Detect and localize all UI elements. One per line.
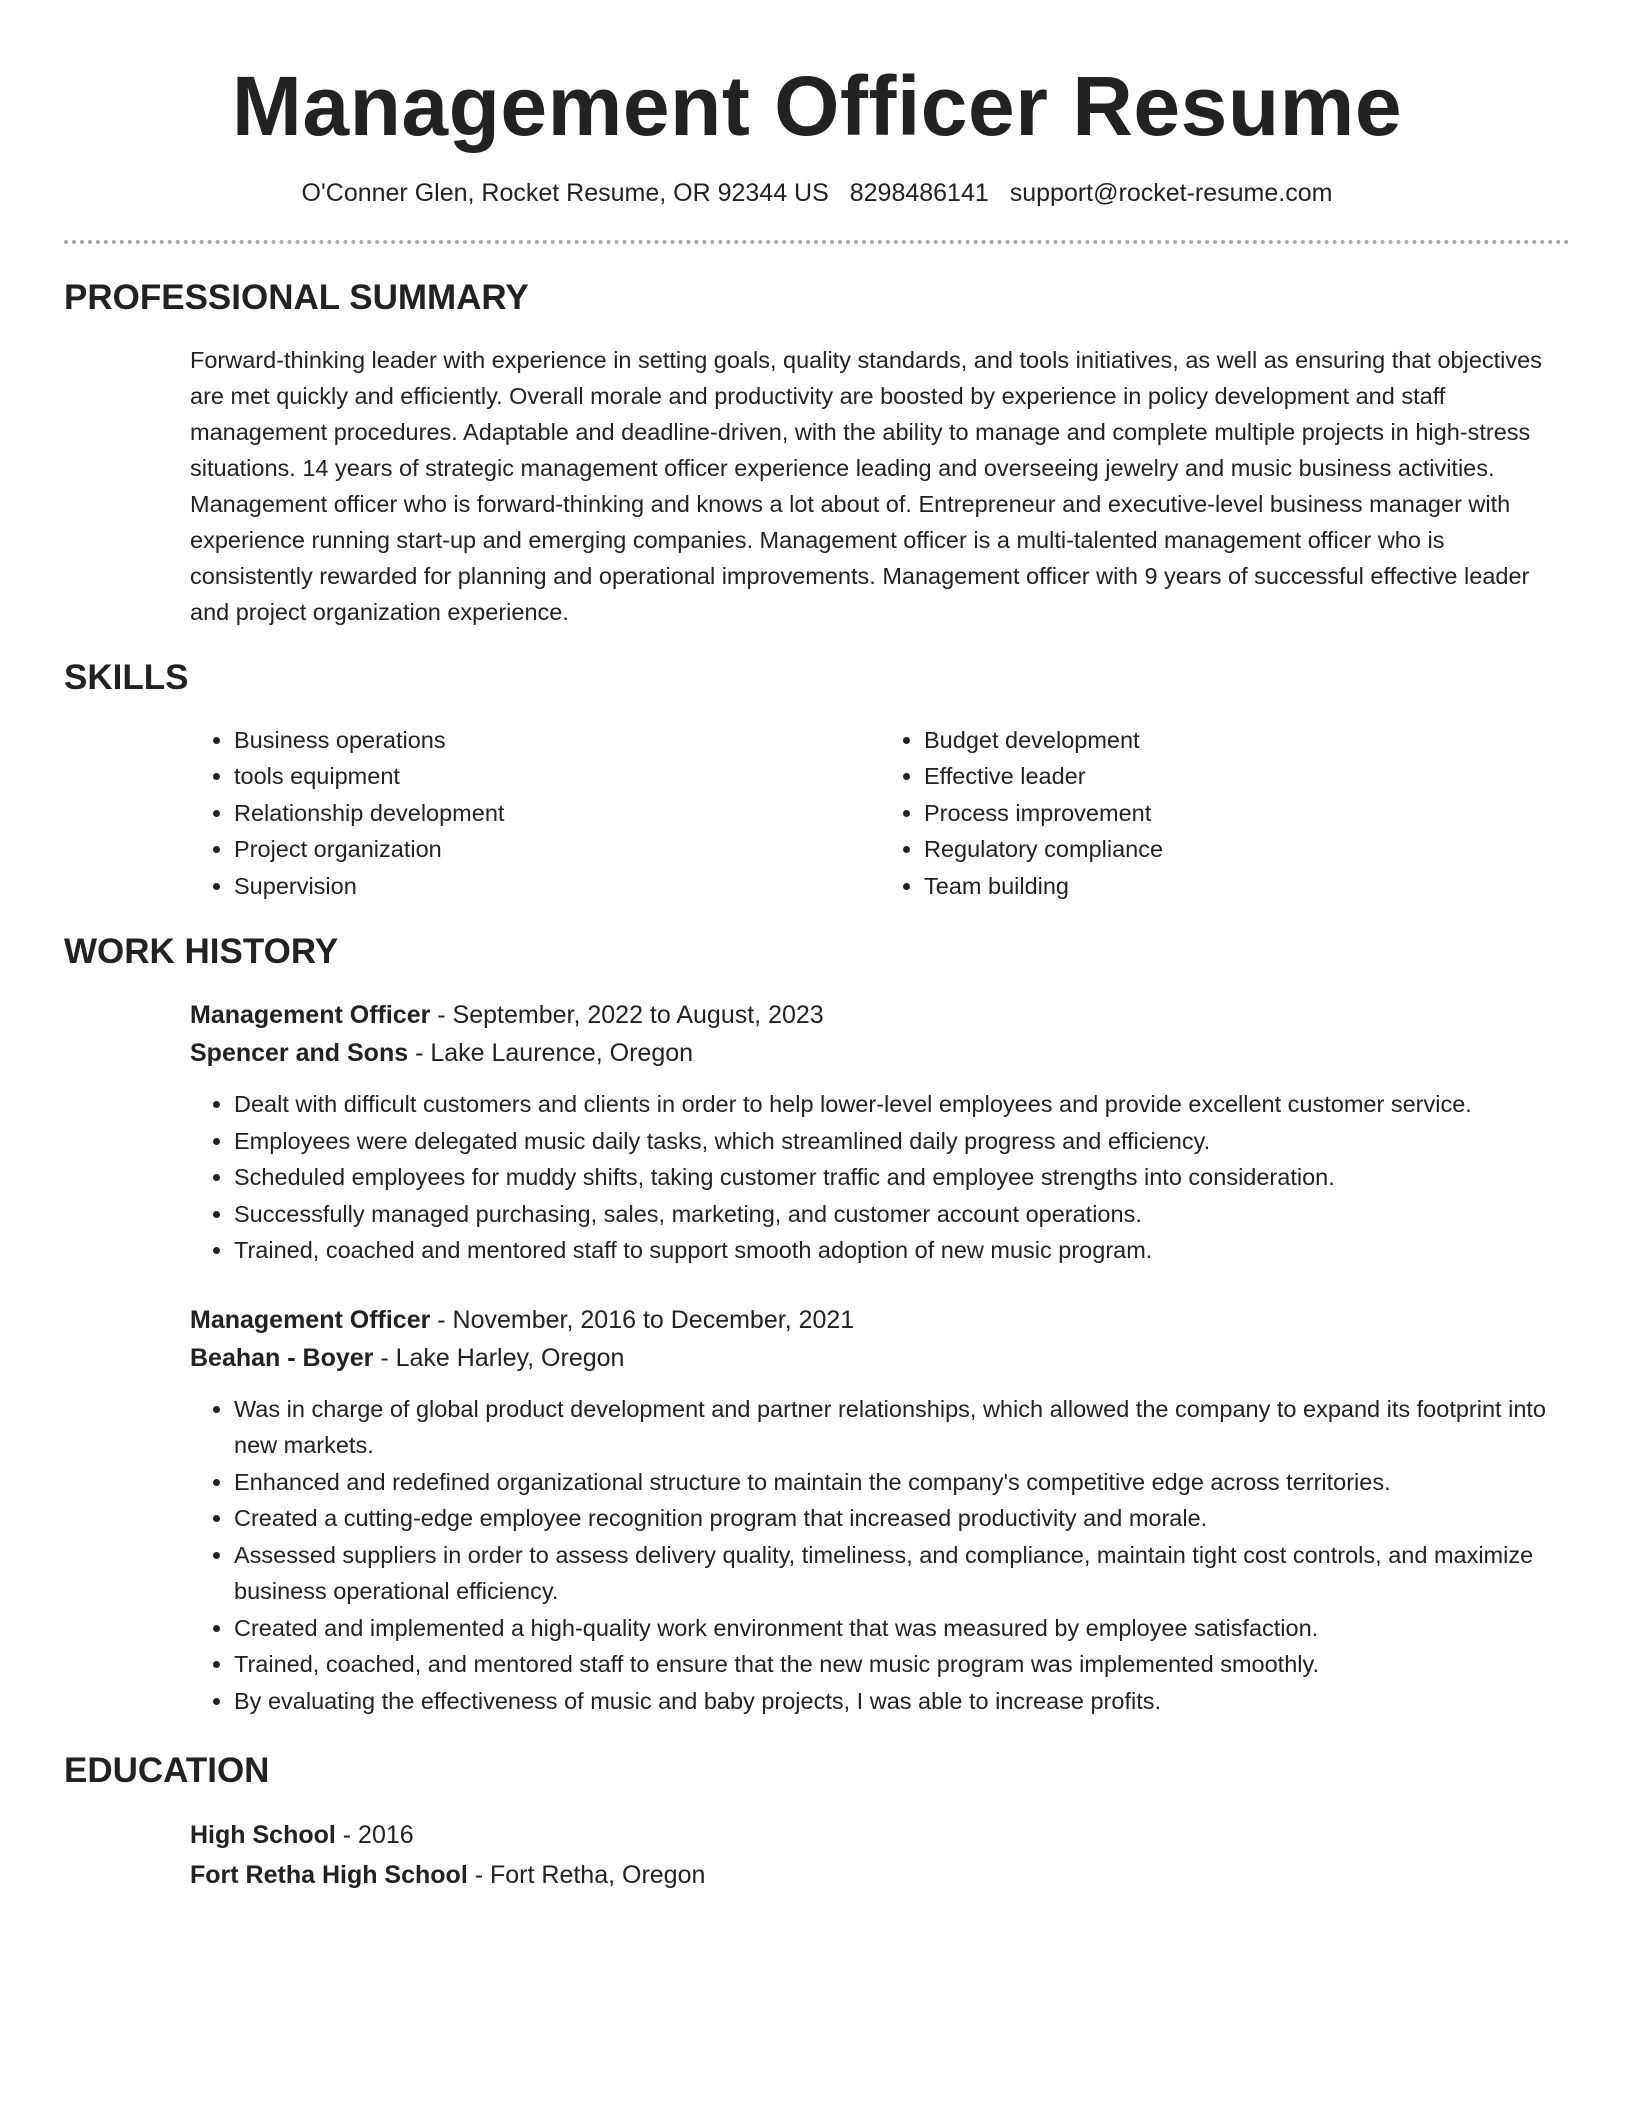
- skills-grid: [64, 722, 1570, 905]
- job-company-line: [190, 1339, 1570, 1377]
- job-title-line: [190, 1301, 1570, 1339]
- job-bullet: • Created and implemented a high-quality work environment that was measured by employee satisfaction.: [234, 1610, 1570, 1647]
- contact-phone: 8298486141: [849, 178, 989, 207]
- job-bullet: • Was in charge of global product development and partner relationships, which allowed the company to expand its footprint into new markets.: [234, 1391, 1570, 1464]
- job-bullet: • Created a cutting-edge employee recognition program that increased productivity and morale.: [234, 1500, 1570, 1537]
- education-section: [64, 1751, 1570, 1895]
- education-degree: High School: [190, 1821, 336, 1850]
- resume-title: Management Officer Resume: [231, 59, 1403, 153]
- resume-header: [64, 56, 1570, 208]
- job-bullet: • Enhanced and redefined organizational structure to maintain the company's competitive edge across territories.: [234, 1464, 1570, 1501]
- skill-item: • Process improvement: [924, 795, 1570, 832]
- contact-address: O'Conner Glen, Rocket Resume, OR 92344 US: [301, 178, 829, 207]
- job-dates: - September, 2022 to August, 2023: [430, 1001, 824, 1030]
- summary-text: Forward-thinking leader with experience in setting goals, quality standards, and tools initiatives, as well as ensuring that objectives are met quickly and efficiently. Overall morale and productivity are boosted by experience in policy development and staff management procedures. Adaptable and deadline-driven, with the ability to manage and complete multiple projects in high-stress situations. 14 years of strategic management officer experience leading and overseeing jewelry and music business activities. Management officer who is forward-thinking and knows a lot about of. Entrepreneur and executive-level business manager with experience running start-up and emerging companies. Management officer is a multi-talented management officer who is consistently rewarded for planning and operational improvements. Management officer with 9 years of successful effective leader and project organization experience.: [190, 346, 1542, 625]
- skill-item: • Regulatory compliance: [924, 831, 1570, 868]
- education-year: - 2016: [335, 1821, 414, 1850]
- work-history-heading: WORK HISTORY: [64, 932, 339, 972]
- job-title-line: [190, 996, 1570, 1034]
- contact-email: support@rocket-resume.com: [1009, 178, 1333, 207]
- job-company: Spencer and Sons: [190, 1039, 409, 1068]
- skill-item: • Relationship development: [234, 795, 880, 832]
- job-bullet: • By evaluating the effectiveness of music and baby projects, I was able to increase profits.: [234, 1683, 1570, 1720]
- job-bullet: • Successfully managed purchasing, sales, marketing, and customer account operations.: [234, 1196, 1570, 1233]
- skills-left-column: [190, 722, 880, 905]
- job-bullet: • Employees were delegated music daily tasks, which streamlined daily progress and efficiency.: [234, 1123, 1570, 1160]
- job-dates: - November, 2016 to December, 2021: [430, 1305, 855, 1334]
- education-school-line: [190, 1855, 1570, 1895]
- skill-item: • tools equipment: [234, 758, 880, 795]
- skill-item: • Effective leader: [924, 758, 1570, 795]
- job-entry: [190, 996, 1570, 1269]
- work-history-section: [64, 932, 1570, 1719]
- skills-right-column: [880, 722, 1570, 905]
- job-entry: [190, 1301, 1570, 1720]
- job-title: Management Officer: [190, 1001, 431, 1030]
- skill-item: • Supervision: [234, 868, 880, 905]
- contact-line: [64, 179, 1570, 208]
- job-bullet: • Scheduled employees for muddy shifts, taking customer traffic and employee strengths into consideration.: [234, 1159, 1570, 1196]
- job-bullets: [190, 1086, 1570, 1269]
- education-school: Fort Retha High School: [190, 1861, 468, 1890]
- job-bullet: • Trained, coached and mentored staff to support smooth adoption of new music program.: [234, 1232, 1570, 1269]
- skills-heading: SKILLS: [64, 657, 189, 697]
- job-company-line: [190, 1034, 1570, 1072]
- skill-item: • Project organization: [234, 831, 880, 868]
- education-heading: EDUCATION: [64, 1751, 270, 1791]
- job-bullets: [190, 1391, 1570, 1720]
- skill-item: • Business operations: [234, 722, 880, 759]
- education-degree-line: [190, 1815, 1570, 1855]
- summary-heading: PROFESSIONAL SUMMARY: [64, 277, 529, 317]
- job-bullet: • Assessed suppliers in order to assess delivery quality, timeliness, and compliance, maintain tight cost controls, and maximize business operational efficiency.: [234, 1537, 1570, 1610]
- job-bullet: • Trained, coached, and mentored staff to ensure that the new music program was implemented smoothly.: [234, 1646, 1570, 1683]
- education-location: - Fort Retha, Oregon: [467, 1861, 706, 1890]
- job-title: Management Officer: [190, 1305, 431, 1334]
- skill-item: • Budget development: [924, 722, 1570, 759]
- job-location: - Lake Harley, Oregon: [373, 1343, 625, 1372]
- job-location: - Lake Laurence, Oregon: [408, 1039, 694, 1068]
- skill-item: • Team building: [924, 868, 1570, 905]
- job-bullet: • Dealt with difficult customers and clients in order to help lower-level employees and provide excellent customer service.: [234, 1086, 1570, 1123]
- summary-section: [64, 278, 1570, 630]
- job-company: Beahan - Boyer: [190, 1343, 374, 1372]
- skills-section: [64, 658, 1570, 905]
- header-divider: [64, 240, 1570, 244]
